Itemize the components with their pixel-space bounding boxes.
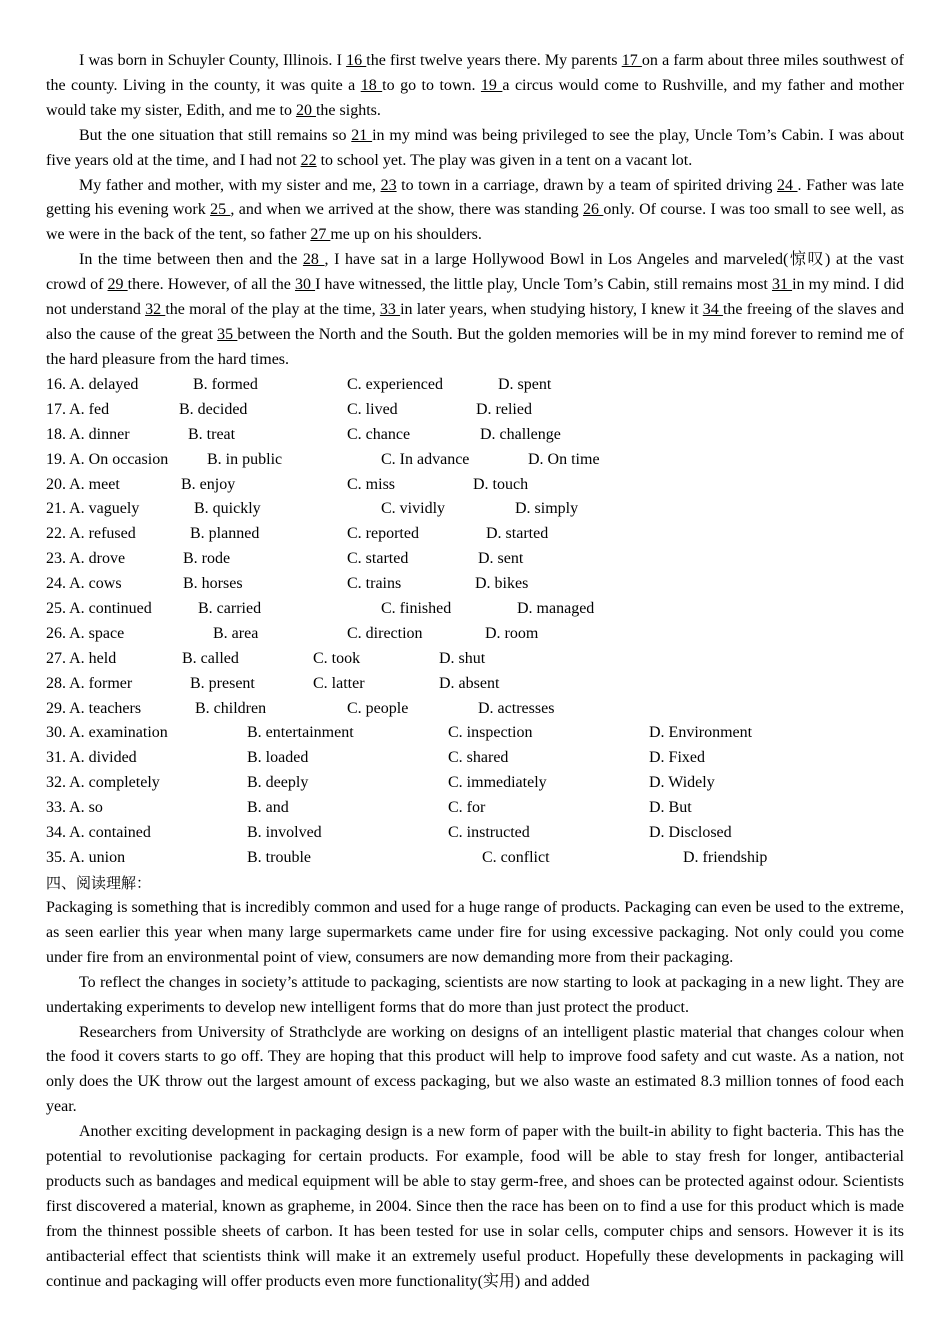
option-row-34 [46,821,904,846]
option-row-25 [46,597,904,622]
option-row-22 [46,522,904,547]
blank-32: 32 [145,301,166,319]
option-b: B. area [213,624,259,642]
option-row-18 [46,423,904,448]
option-b: B. involved [247,824,322,842]
option-c: C. conflict [482,848,550,866]
blank-23: 23 [380,176,397,194]
option-row-28 [46,672,904,697]
text: In the time between then and the [79,251,303,269]
option-b: B. carried [198,600,262,618]
text: in my mind was being privileged to see the play, Uncle Tom’s Cabin. I was about five years old at the time, and I had not [46,126,905,169]
blank-35: 35 [217,325,238,343]
cloze-passage [46,49,904,373]
option-b: B. deeply [247,774,309,792]
blank-25: 25 [210,201,231,219]
option-d: D. actresses [478,699,555,717]
option-a: 26. A. space [46,624,125,642]
text: a circus would come to Rushville, and my father and mother would take my sister, Edith, and me to [46,76,905,119]
blank-20: 20 [295,101,316,119]
option-a: 25. A. continued [46,600,152,618]
option-row-21 [46,497,904,522]
option-c: C. started [347,550,409,568]
option-c: C. finished [381,600,452,618]
option-c: C. reported [347,525,419,543]
blank-18: 18 [360,76,383,94]
text: to school yet. The play was given in a tent on a vacant lot. [316,151,693,169]
option-d: D. simply [515,500,579,518]
option-c: C. vividly [381,500,446,518]
option-row-16 [46,373,904,398]
option-row-27 [46,647,904,672]
option-row-35 [46,846,904,871]
option-d: D. But [649,799,692,817]
text: I have witnessed, the little play, Uncle Tom’s Cabin, still remains most [315,276,772,294]
blank-22: 22 [300,151,317,169]
option-row-23 [46,547,904,572]
option-a: 18. A. dinner [46,425,130,443]
blank-28: 28 [302,251,325,269]
option-d: D. friendship [683,848,768,866]
option-c: C. for [448,799,486,817]
option-d: D. Environment [649,724,753,742]
text: in later years, when studying history, I knew it [400,301,703,319]
blank-16: 16 [346,52,367,69]
option-a: 27. A. held [46,649,117,667]
option-a: 31. A. divided [46,749,137,767]
text: me up on his shoulders. [330,226,482,244]
option-d: D. relied [476,400,532,418]
option-a: 30. A. examination [46,724,168,742]
option-row-17 [46,398,904,423]
option-d: D. sent [478,550,524,568]
text: the sights. [315,101,381,119]
text: to town in a carriage, drawn by a team of spirited driving [396,176,777,194]
blank-17: 17 [621,52,642,69]
option-c: C. In advance [381,450,470,468]
blank-34: 34 [702,301,723,319]
option-c: C. shared [448,749,509,767]
cloze-paragraph-4 [46,248,904,373]
option-d: D. started [486,525,549,543]
option-d: D. On time [528,450,600,468]
option-row-33 [46,796,904,821]
option-a: 23. A. drove [46,550,126,568]
text: , and when we arrived at the show, there was standing [230,201,583,219]
blank-27: 27 [310,226,331,244]
section-heading: 四、阅读理解： [46,874,152,892]
option-b: B. and [247,799,289,817]
cloze-paragraph-1 [46,49,904,124]
blank-26: 26 [582,201,604,219]
option-d: D. managed [517,600,595,618]
blank-21: 21 [351,126,373,144]
text: there. However, of all the [127,276,295,294]
option-row-32 [46,771,904,796]
option-row-20 [46,473,904,498]
option-a: 21. A. vaguely [46,500,140,518]
option-a: 17. A. fed [46,400,110,418]
option-b: B. called [182,649,239,667]
option-b: B. quickly [194,500,261,518]
option-a: 28. A. former [46,674,133,692]
option-b: B. entertainment [247,724,354,742]
text: the first twelve years there. My parents [366,52,622,69]
option-d: D. challenge [480,425,561,443]
option-b: B. treat [188,425,236,443]
option-a: 19. A. On occasion [46,450,169,468]
option-d: D. Widely [649,774,715,792]
option-c: C. people [347,699,409,717]
option-b: B. formed [193,376,258,393]
option-row-31 [46,746,904,771]
option-row-24 [46,572,904,597]
option-a: 22. A. refused [46,525,136,543]
text: to go to town. [382,76,481,94]
option-b: B. decided [179,400,248,418]
option-c: C. took [313,649,361,667]
text: But the one situation that still remains so [79,126,352,144]
option-d: D. Disclosed [649,824,732,842]
option-d: D. Fixed [649,749,705,767]
option-c: C. chance [347,425,411,443]
text: the freeing of the slaves and also the cause of the great [46,301,905,343]
option-d: D. touch [473,475,529,493]
blank-19: 19 [480,76,503,94]
text: , I have sat in a large Hollywood Bowl in Los Angeles and marveled(惊叹) at the vast crowd of [46,251,905,294]
option-a: 20. A. meet [46,475,120,493]
blank-30: 30 [294,276,316,294]
blank-33: 33 [379,301,401,319]
text: My father and mother, with my sister and me, [79,176,381,194]
blank-31: 31 [771,276,793,294]
option-b: B. enjoy [181,475,236,493]
option-a: 16. A. delayed [46,376,139,393]
blank-24: 24 [776,176,798,194]
option-a: 32. A. completely [46,774,160,792]
cloze-paragraph-3 [46,174,904,249]
text: . Father was late getting his evening work [46,176,905,219]
text: I was born in Schuyler County, Illinois. I [79,52,347,69]
option-d: D. shut [439,649,486,667]
reading-passage [46,896,904,1295]
option-b: B. children [195,699,267,717]
option-c: C. trains [347,575,402,593]
option-c: C. instructed [448,824,530,842]
blank-29: 29 [107,276,128,294]
option-a: 33. A. so [46,799,103,817]
reading-paragraph-4: Another exciting development in packaging design is a new form of paper with the built-in ability to fight bacteria. This has the potential to revolutionise packaging for certain products. For example, food will be able to stay fresh for longer, antibacterial products such as bandages and medical equipment will be able to stay germ-free, and shoes can be protected against odour. Scientists first discovered a material, known as grapheme, in 2004. Since then the race has been on to find a use for this product which is made from the thinnest possible sheets of carbon. It has been tested for use in solar cells, computer chips and sensors. However it is its antibacterial effect that scientists think will make it an extremely useful product. Hopefully these developments in packaging will continue and packaging will offer products even more functionality(实用) and added [46,1123,904,1290]
option-b: B. trouble [247,848,311,866]
text: only. Of course. I was too small to see well, as we were in the back of the tent, so father [46,201,904,244]
option-b: B. planned [190,525,260,543]
option-c: C. direction [347,624,423,642]
text: on a farm about three miles southwest of the county. Living in the county, it was quite a [46,52,905,94]
option-c: C. immediately [448,774,547,792]
text: between the North and the South. But the golden memories will be in my mind forever to remind me of the hard pleasure from the hard times. [46,325,905,368]
option-c: C. miss [347,475,396,493]
option-b: B. in public [207,450,283,468]
option-row-26 [46,622,904,647]
option-b: B. present [190,674,255,692]
option-c: C. inspection [448,724,533,742]
reading-paragraph-1: Packaging is something that is incredibly common and used for a huge range of products. Packaging can even be used to the extreme, as seen earlier this year when many large supermarkets came under fire for using excessive packaging. Not only could you come under fire from an environmental point of view, consumers are now demanding more from their packaging. [46,899,904,966]
options-list [46,373,904,871]
text: in my mind. I did not understand [46,276,905,319]
option-row-19 [46,448,904,473]
reading-paragraph-3: Researchers from University of Strathclyde are working on designs of an intelligent plastic material that changes colour when the food it covers starts to go off. They are hoping that this product will help to improve food safety and cut waste. As a nation, not only does the UK throw out the largest amount of excess packaging, but we also waste an estimated 8.3 million tonnes of food each year. [46,1023,904,1116]
option-c: C. lived [347,400,398,418]
option-a: 24. A. cows [46,575,122,593]
option-b: B. horses [183,575,243,593]
reading-paragraph-2: To reflect the changes in society’s attitude to packaging, scientists are now starting to look at packaging in a new light. They are undertaking experiments to develop new intelligent forms that do more than just protect the product. [46,973,904,1016]
text: the moral of the play at the time, [165,301,380,319]
option-d: D. absent [439,674,500,692]
option-d: D. bikes [475,575,529,593]
option-row-29 [46,697,904,722]
option-a: 34. A. contained [46,824,151,842]
option-b: B. loaded [247,749,309,767]
option-d: D. room [485,624,539,642]
option-c: C. latter [313,674,365,692]
cloze-paragraph-2 [46,124,904,174]
option-c: C. experienced [347,376,443,393]
option-a: 35. A. union [46,848,126,866]
option-a: 29. A. teachers [46,699,142,717]
option-row-30 [46,721,904,746]
option-b: B. rode [183,550,231,568]
option-d: D. spent [498,376,552,393]
